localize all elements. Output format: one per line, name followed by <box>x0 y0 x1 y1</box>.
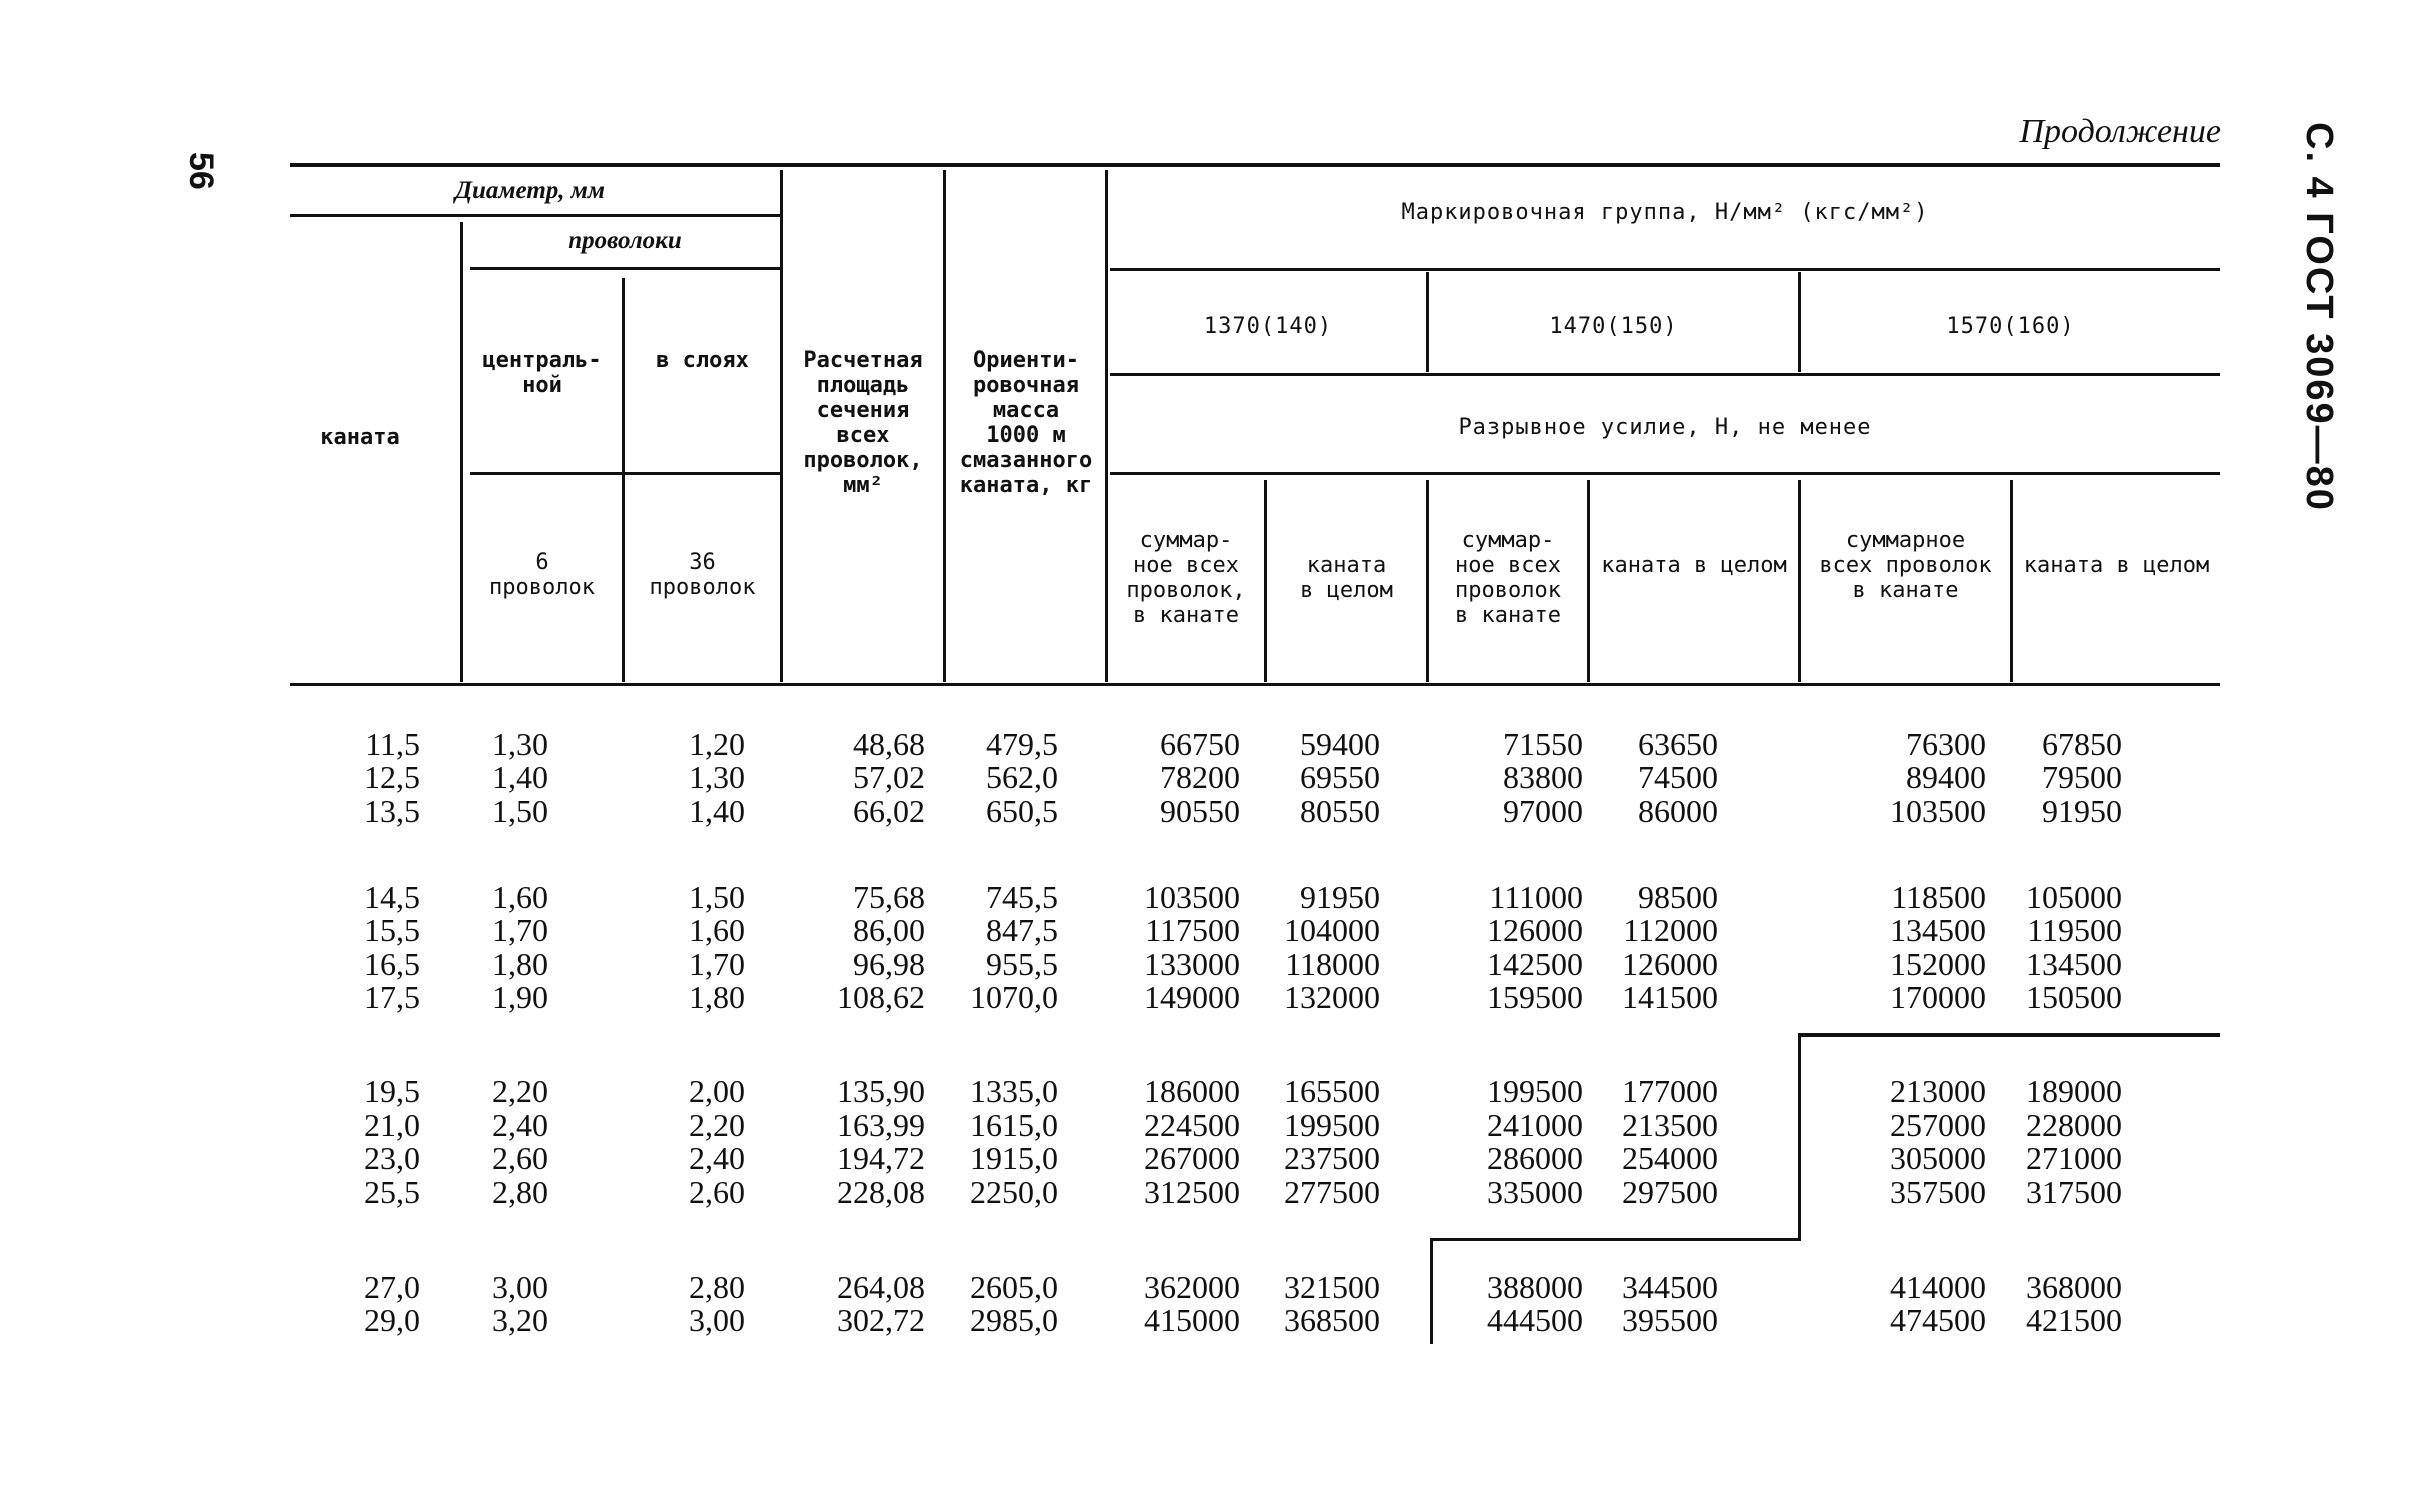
cell-area: 264,08 <box>837 1269 925 1305</box>
cell-sum-1470: 388000 <box>1487 1269 1583 1305</box>
cell-mass: 2250,0 <box>970 1174 1058 1210</box>
cell-sum-1370: 267000 <box>1144 1140 1240 1176</box>
cell-mass: 955,5 <box>986 946 1058 982</box>
cell-sum-1470: 241000 <box>1487 1107 1583 1143</box>
header-sum-1370: суммар- ное всех проволок, в канате <box>1126 528 1246 628</box>
cell-sum-1470: 142500 <box>1487 946 1583 982</box>
cell-sum-1370: 117500 <box>1145 912 1240 948</box>
cell-central-wire: 2,20 <box>492 1073 548 1109</box>
header-area: Расчетная площадь сечения всех проволок, мм² <box>803 348 923 498</box>
header-group-1470: 1470(150) <box>1549 314 1678 339</box>
cell-layer-wire: 2,40 <box>689 1140 745 1176</box>
cell-rope-1370: 277500 <box>1284 1174 1380 1210</box>
cell-sum-1570: 103500 <box>1890 793 1986 829</box>
cell-rope-1470: 141500 <box>1622 979 1718 1015</box>
cell-rope-diameter: 29,0 <box>364 1302 420 1338</box>
cell-rope-diameter: 13,5 <box>364 793 420 829</box>
header-group-1570: 1570(160) <box>1946 314 2075 339</box>
cell-central-wire: 1,50 <box>492 793 548 829</box>
cell-rope-diameter: 25,5 <box>364 1174 420 1210</box>
cell-layer-wire: 3,00 <box>689 1302 745 1338</box>
cell-mass: 2605,0 <box>970 1269 1058 1305</box>
cell-rope-diameter: 21,0 <box>364 1107 420 1143</box>
cell-rope-1470: 395500 <box>1622 1302 1718 1338</box>
cell-rope-diameter: 27,0 <box>364 1269 420 1305</box>
cell-sum-1570: 305000 <box>1890 1140 1986 1176</box>
cell-sum-1370: 186000 <box>1144 1073 1240 1109</box>
cell-rope-1570: 134500 <box>2026 946 2122 982</box>
header-diameter: Диаметр, мм <box>454 177 606 204</box>
cell-rope-1570: 189000 <box>2026 1073 2122 1109</box>
cell-sum-1470: 83800 <box>1503 759 1583 795</box>
cell-rope-diameter: 19,5 <box>364 1073 420 1109</box>
header-wires: проволоки <box>568 227 682 254</box>
cell-layer-wire: 1,60 <box>689 912 745 948</box>
cell-sum-1570: 134500 <box>1890 912 1986 948</box>
cell-sum-1470: 111000 <box>1489 879 1583 915</box>
cell-layer-wire: 2,80 <box>689 1269 745 1305</box>
cell-area: 302,72 <box>837 1302 925 1338</box>
cell-rope-1470: 74500 <box>1638 759 1718 795</box>
cell-rope-1570: 119500 <box>2027 912 2122 948</box>
cell-area: 163,99 <box>837 1107 925 1143</box>
cell-layer-wire: 2,00 <box>689 1073 745 1109</box>
cell-central-wire: 2,60 <box>492 1140 548 1176</box>
cell-rope-diameter: 11,5 <box>365 726 420 762</box>
cell-rope-1570: 271000 <box>2026 1140 2122 1176</box>
cell-sum-1570: 170000 <box>1890 979 1986 1015</box>
cell-rope-1570: 317500 <box>2026 1174 2122 1210</box>
cell-rope-diameter: 17,5 <box>364 979 420 1015</box>
cell-rope-1470: 254000 <box>1622 1140 1718 1176</box>
header-rope-1470: каната в целом <box>1601 553 1787 578</box>
cell-rope-1370: 69550 <box>1300 759 1380 795</box>
cell-rope-diameter: 23,0 <box>364 1140 420 1176</box>
cell-area: 66,02 <box>853 793 925 829</box>
cell-rope-1470: 177000 <box>1622 1073 1718 1109</box>
cell-mass: 847,5 <box>986 912 1058 948</box>
cell-rope-1370: 199500 <box>1284 1107 1380 1143</box>
header-sum-1470: суммар- ное всех проволок в канате <box>1455 528 1561 628</box>
cell-sum-1470: 71550 <box>1503 726 1583 762</box>
cell-mass: 1915,0 <box>970 1140 1058 1176</box>
cell-sum-1370: 103500 <box>1144 879 1240 915</box>
cell-mass: 745,5 <box>986 879 1058 915</box>
header-sum-1570: суммарное всех проволок в канате <box>1819 528 1992 603</box>
cell-rope-diameter: 15,5 <box>364 912 420 948</box>
cell-sum-1570: 357500 <box>1890 1174 1986 1210</box>
cell-sum-1370: 133000 <box>1144 946 1240 982</box>
cell-area: 57,02 <box>853 759 925 795</box>
cell-sum-1370: 90550 <box>1160 793 1240 829</box>
cell-area: 228,08 <box>837 1174 925 1210</box>
cell-rope-1470: 63650 <box>1638 726 1718 762</box>
header-rope: каната <box>320 425 400 450</box>
cell-sum-1470: 97000 <box>1503 793 1583 829</box>
cell-layer-wire: 1,20 <box>689 726 745 762</box>
cell-rope-1570: 368000 <box>2026 1269 2122 1305</box>
cell-central-wire: 1,60 <box>492 879 548 915</box>
cell-rope-1570: 228000 <box>2026 1107 2122 1143</box>
header-breaking-force: Разрывное усилие, Н, не менее <box>1458 415 1872 440</box>
cell-area: 48,68 <box>853 726 925 762</box>
cell-rope-1570: 150500 <box>2026 979 2122 1015</box>
cell-mass: 650,5 <box>986 793 1058 829</box>
cell-area: 75,68 <box>853 879 925 915</box>
cell-rope-1570: 67850 <box>2042 726 2122 762</box>
cell-mass: 562,0 <box>986 759 1058 795</box>
cell-layer-wire: 1,50 <box>689 879 745 915</box>
page-number: 56 <box>182 152 220 190</box>
cell-sum-1570: 89400 <box>1906 759 1986 795</box>
cell-rope-1370: 91950 <box>1300 879 1380 915</box>
cell-rope-1370: 104000 <box>1284 912 1380 948</box>
header-central: централь- ной <box>482 348 602 398</box>
header-mass: Ориенти- ровочная масса 1000 м смазанного каната, кг <box>959 348 1093 498</box>
cell-sum-1570: 257000 <box>1890 1107 1986 1143</box>
cell-sum-1370: 415000 <box>1144 1302 1240 1338</box>
cell-sum-1370: 66750 <box>1160 726 1240 762</box>
header-in-layers: в слоях <box>656 348 749 373</box>
cell-sum-1470: 199500 <box>1487 1073 1583 1109</box>
cell-central-wire: 1,80 <box>492 946 548 982</box>
cell-layer-wire: 2,20 <box>689 1107 745 1143</box>
cell-area: 108,62 <box>837 979 925 1015</box>
cell-rope-1570: 91950 <box>2042 793 2122 829</box>
cell-rope-diameter: 14,5 <box>364 879 420 915</box>
cell-layer-wire: 1,70 <box>689 946 745 982</box>
cell-area: 96,98 <box>853 946 925 982</box>
cell-sum-1370: 149000 <box>1144 979 1240 1015</box>
cell-layer-wire: 1,40 <box>689 793 745 829</box>
header-rope-1570: каната в целом <box>2023 553 2210 578</box>
cell-rope-1370: 368500 <box>1284 1302 1380 1338</box>
cell-central-wire: 1,90 <box>492 979 548 1015</box>
cell-sum-1470: 286000 <box>1487 1140 1583 1176</box>
cell-sum-1470: 159500 <box>1487 979 1583 1015</box>
cell-mass: 2985,0 <box>970 1302 1058 1338</box>
cell-rope-1370: 165500 <box>1284 1073 1380 1109</box>
cell-rope-1370: 118000 <box>1285 946 1380 982</box>
cell-rope-1570: 421500 <box>2026 1302 2122 1338</box>
header-group-1370: 1370(140) <box>1203 314 1333 339</box>
cell-sum-1570: 474500 <box>1890 1302 1986 1338</box>
cell-sum-1570: 118500 <box>1891 879 1986 915</box>
cell-central-wire: 1,30 <box>492 726 548 762</box>
cell-rope-1470: 126000 <box>1622 946 1718 982</box>
cell-rope-1470: 297500 <box>1622 1174 1718 1210</box>
cell-mass: 479,5 <box>986 726 1058 762</box>
cell-rope-1470: 86000 <box>1638 793 1718 829</box>
cell-sum-1370: 362000 <box>1144 1269 1240 1305</box>
cell-area: 194,72 <box>837 1140 925 1176</box>
cell-sum-1570: 76300 <box>1906 726 1986 762</box>
cell-sum-1570: 414000 <box>1890 1269 1986 1305</box>
cell-sum-1370: 312500 <box>1144 1174 1240 1210</box>
cell-rope-1370: 80550 <box>1300 793 1380 829</box>
cell-rope-1470: 213500 <box>1622 1107 1718 1143</box>
cell-sum-1570: 213000 <box>1890 1073 1986 1109</box>
cell-rope-diameter: 12,5 <box>364 759 420 795</box>
cell-sum-1470: 444500 <box>1487 1302 1583 1338</box>
cell-central-wire: 2,40 <box>492 1107 548 1143</box>
continuation-label: Продолжение <box>2019 113 2221 150</box>
cell-area: 86,00 <box>853 912 925 948</box>
cell-mass: 1615,0 <box>970 1107 1058 1143</box>
cell-rope-1470: 98500 <box>1638 879 1718 915</box>
cell-rope-1370: 132000 <box>1284 979 1380 1015</box>
cell-central-wire: 1,70 <box>492 912 548 948</box>
cell-central-wire: 3,20 <box>492 1302 548 1338</box>
cell-area: 135,90 <box>837 1073 925 1109</box>
cell-rope-1370: 321500 <box>1284 1269 1380 1305</box>
cell-mass: 1335,0 <box>970 1073 1058 1109</box>
cell-rope-1570: 79500 <box>2042 759 2122 795</box>
cell-sum-1370: 78200 <box>1160 759 1240 795</box>
cell-sum-1470: 126000 <box>1487 912 1583 948</box>
side-title: С. 4 ГОСТ 3069—80 <box>2298 122 2340 512</box>
header-6-wires: 6 проволок <box>489 550 595 600</box>
cell-sum-1370: 224500 <box>1144 1107 1240 1143</box>
header-36-wires: 36 проволок <box>649 550 756 600</box>
cell-central-wire: 3,00 <box>492 1269 548 1305</box>
cell-rope-1470: 112000 <box>1623 912 1718 948</box>
cell-rope-1370: 237500 <box>1284 1140 1380 1176</box>
cell-rope-1570: 105000 <box>2026 879 2122 915</box>
cell-rope-1370: 59400 <box>1300 726 1380 762</box>
cell-sum-1470: 335000 <box>1487 1174 1583 1210</box>
cell-central-wire: 1,40 <box>492 759 548 795</box>
cell-layer-wire: 2,60 <box>689 1174 745 1210</box>
cell-rope-1470: 344500 <box>1622 1269 1718 1305</box>
header-rope-1370: каната в целом <box>1300 553 1393 603</box>
cell-rope-diameter: 16,5 <box>364 946 420 982</box>
cell-central-wire: 2,80 <box>492 1174 548 1210</box>
cell-mass: 1070,0 <box>970 979 1058 1015</box>
header-marking-group: Маркировочная группа, Н/мм² (кгс/мм²) <box>1401 200 1929 225</box>
cell-sum-1570: 152000 <box>1890 946 1986 982</box>
cell-layer-wire: 1,80 <box>689 979 745 1015</box>
cell-layer-wire: 1,30 <box>689 759 745 795</box>
